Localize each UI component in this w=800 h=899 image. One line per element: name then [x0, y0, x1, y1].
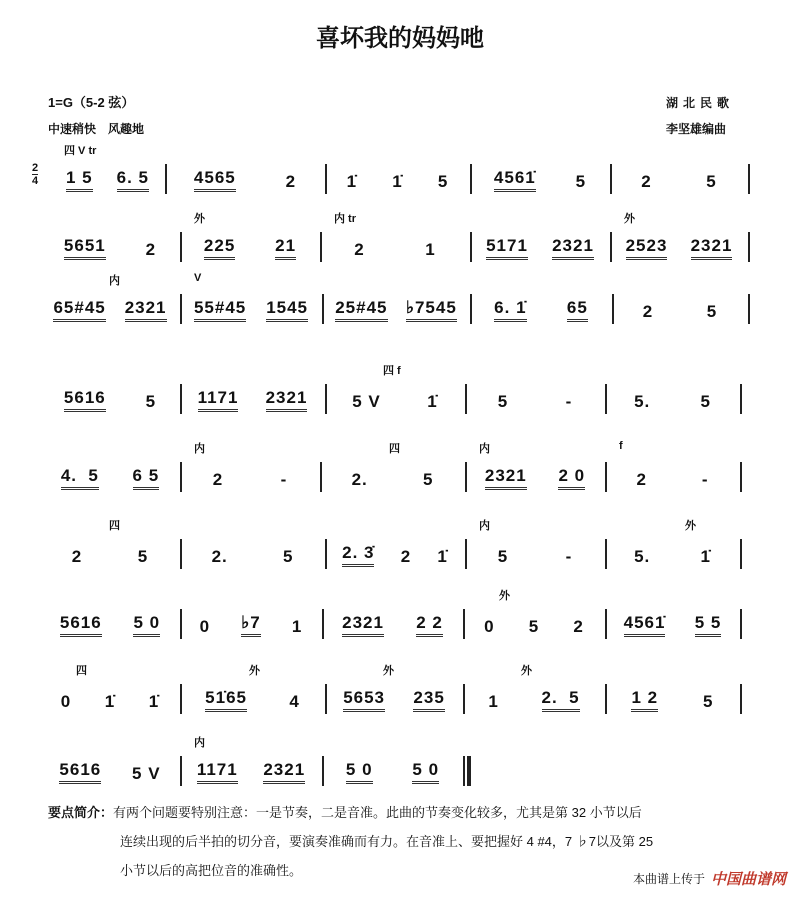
performance-mark: 四 f [339, 365, 401, 377]
note-group: ♭7 [241, 613, 260, 637]
measure [184, 732, 318, 792]
measure [326, 270, 466, 330]
note-group: 2321 [552, 236, 594, 260]
note-group: 1̇ [346, 172, 358, 191]
note-group: 2 [642, 302, 654, 321]
note-group: 5651 [64, 236, 106, 260]
measure [44, 585, 176, 645]
barline [180, 294, 182, 324]
note-group: 2321 [125, 298, 167, 322]
note-group: 55#45 [194, 298, 246, 322]
performance-mark: 四 [334, 443, 400, 455]
measure [329, 660, 459, 720]
note-group: 5653 [343, 688, 385, 712]
barline [180, 756, 182, 786]
barline [605, 462, 607, 492]
note-group: - [565, 392, 573, 411]
barline [470, 164, 472, 194]
note-group: 2 [636, 470, 647, 489]
barline [740, 462, 742, 492]
time-signature-top: 2 [32, 162, 39, 174]
time-signature [32, 162, 38, 187]
note-group: 2 [145, 240, 157, 259]
barline [180, 684, 182, 714]
tempo-marking: 中速稍快 风趣地 [48, 122, 145, 136]
measure [44, 515, 176, 575]
performance-mark: 外 [339, 665, 394, 677]
performance-mark: 内 [479, 520, 490, 532]
note-group: 1̇ [148, 692, 160, 711]
site-logo[interactable]: 中国曲谱网 [710, 871, 786, 888]
note-group: 225 [204, 236, 235, 260]
barline [470, 294, 472, 324]
measure [474, 270, 608, 330]
measure [614, 208, 744, 268]
arranger: 李坚雄编曲 [666, 122, 727, 136]
measure [326, 732, 459, 792]
notes-line-3: 小节以后的高把位音的准确性。 [120, 863, 303, 878]
measure [44, 360, 176, 420]
note-group: 5 [497, 392, 509, 411]
note-group: 5 [422, 470, 434, 489]
note-group: 1̇ [437, 547, 448, 566]
barline [465, 384, 467, 414]
note-group: 1 [488, 692, 499, 711]
performance-mark: 外 [477, 590, 510, 602]
note-group: 5 [703, 692, 714, 711]
barline [465, 539, 467, 569]
note-group: 2. 3̇ [342, 543, 374, 567]
note-group: 5616 [60, 613, 102, 637]
note-group: 5. [634, 392, 651, 411]
note-group: 6. 1̇ [494, 298, 526, 322]
note-group: - [701, 470, 709, 489]
measure [329, 140, 466, 200]
measure [44, 732, 176, 792]
performance-mark: 外 [194, 665, 260, 677]
measure [609, 360, 736, 420]
note-group: 5 V [132, 764, 161, 783]
barline [605, 539, 607, 569]
measure [614, 140, 744, 200]
performance-mark: 四 V tr [64, 145, 97, 157]
note-group: 2. [351, 470, 368, 489]
barline [610, 232, 612, 262]
barline [740, 384, 742, 414]
note-group: 4 [289, 692, 300, 711]
notes-label: 要点简介： [48, 805, 114, 820]
note-group: 4. 5 [61, 466, 99, 490]
measure [44, 208, 176, 268]
barline [740, 539, 742, 569]
note-group: 1 5 [66, 168, 93, 192]
note-group: 2 [400, 547, 412, 566]
note-group: 2 [641, 172, 652, 191]
note-group: 2523 [626, 236, 668, 260]
note-group: 2 [285, 172, 297, 191]
note-group: 4565 [194, 168, 236, 192]
note-group: 2 [71, 547, 83, 566]
measure [184, 515, 321, 575]
note-group: 5 [145, 392, 157, 411]
barline [325, 539, 327, 569]
barline [740, 609, 742, 639]
measure [324, 208, 466, 268]
measure [184, 585, 318, 645]
origin: 湖北民歌 [666, 96, 735, 110]
note-group: 5 [497, 547, 509, 566]
barline [180, 232, 182, 262]
note-group: 0 [199, 617, 211, 636]
note-group: 6 5 [133, 466, 160, 490]
note-group: 1171 [198, 388, 239, 412]
note-group: 0 [484, 617, 495, 636]
note-group: - [280, 470, 288, 489]
measure [329, 515, 461, 575]
note-group: 5 [282, 547, 294, 566]
notes-line-1: 有两个问题要特别注意：一是节奏，二是音准。此曲的节奏变化较多，尤其是第 32 小节以后 [113, 805, 642, 820]
measure [609, 515, 736, 575]
measure [44, 438, 176, 498]
barline [320, 232, 322, 262]
note-group: 5 [575, 172, 587, 191]
barline [748, 164, 750, 194]
measure [329, 360, 461, 420]
note-group: 2321 [691, 236, 733, 260]
measure [44, 660, 176, 720]
note-group: 5 0 [346, 760, 373, 784]
note-group: 5616 [59, 760, 101, 784]
note-group: 1 2 [631, 688, 658, 712]
barline [180, 462, 182, 492]
note-group: 1̇ [392, 172, 403, 191]
barline [180, 609, 182, 639]
note-group: - [565, 547, 573, 566]
measure [469, 360, 601, 420]
note-group: 2321 [263, 760, 305, 784]
note-group: 4561̇ [494, 168, 536, 192]
barline [463, 684, 465, 714]
measure [326, 585, 459, 645]
measure [324, 438, 461, 498]
performance-mark: 外 [624, 213, 635, 225]
note-group: 1̇ [104, 692, 116, 711]
barline [605, 384, 607, 414]
barline [320, 462, 322, 492]
barline [610, 164, 612, 194]
measure [184, 660, 321, 720]
note-group: 1 [425, 240, 436, 259]
footer [633, 868, 786, 889]
barline [612, 294, 614, 324]
measure [474, 140, 606, 200]
barline [740, 684, 742, 714]
note-group: 5 [528, 617, 540, 636]
final-barline [463, 756, 471, 786]
measure [44, 270, 176, 330]
barline [165, 164, 167, 194]
performance-mark: 内 [479, 443, 490, 455]
note-group: 2 [354, 240, 365, 259]
note-group: 65#45 [53, 298, 105, 322]
note-group: 5. [634, 547, 651, 566]
measure [54, 140, 161, 200]
note-group: 4561̇ [624, 613, 666, 637]
note-group: 2321 [342, 613, 384, 637]
note-group: 6. 5 [117, 168, 149, 192]
note-group: 5 [137, 547, 149, 566]
performance-mark: 内 [194, 443, 205, 455]
performance-mark: 四 [54, 520, 120, 532]
note-group: 5 V [352, 392, 381, 411]
measure [474, 208, 606, 268]
measure [184, 438, 316, 498]
barline [325, 164, 327, 194]
barline [605, 609, 607, 639]
note-group: 1545 [266, 298, 308, 322]
measure [184, 270, 318, 330]
note-group: 1171 [197, 760, 238, 784]
measure [184, 208, 316, 268]
note-group: 0 [60, 692, 72, 711]
performance-mark: 外 [619, 520, 696, 532]
note-group: 5171 [486, 236, 528, 260]
note-group: 65 [567, 298, 588, 322]
barline [322, 756, 324, 786]
barline [748, 294, 750, 324]
note-group: 2 [573, 617, 584, 636]
measure [469, 515, 601, 575]
barline [180, 539, 182, 569]
measure [467, 585, 601, 645]
barline [465, 462, 467, 492]
barline [463, 609, 465, 639]
measure [609, 438, 736, 498]
footer-text: 本曲谱上传于 [632, 872, 705, 886]
note-group: 2. [211, 547, 228, 566]
note-group: 2 2 [416, 613, 443, 637]
measure [616, 270, 744, 330]
note-group: 2 [212, 470, 224, 489]
page-title: 喜坏我的妈妈吔 [316, 23, 484, 52]
performance-mark: 内 [194, 737, 205, 749]
measure [469, 438, 601, 498]
performance-mark: 外 [194, 213, 205, 225]
time-signature-bottom: 4 [32, 175, 39, 187]
note-group: 1̇ [427, 392, 438, 411]
note-group: 5 [706, 302, 718, 321]
measure [184, 360, 321, 420]
note-group: 2 0 [558, 466, 585, 490]
performance-mark: f [619, 440, 623, 452]
note-group: 1 [291, 617, 303, 636]
note-group: 51̇65 [205, 688, 247, 712]
performance-mark: V [194, 272, 202, 284]
note-group: 5 [437, 172, 449, 191]
notes-line-2: 连续出现的后半拍的切分音，要演奏准确而有力。在音准上、要把握好 4 #4，7 ♭7以及第 25 [120, 834, 654, 849]
note-group: 21 [275, 236, 296, 260]
barline [325, 384, 327, 414]
note-group: 1̇ [700, 547, 711, 566]
barline [605, 684, 607, 714]
barline [325, 684, 327, 714]
barline [748, 232, 750, 262]
note-group: 5 [706, 172, 717, 191]
performance-mark: 外 [477, 665, 532, 677]
note-group: 2321 [266, 388, 308, 412]
note-group: 5 [700, 392, 711, 411]
performance-mark: 内 [54, 275, 120, 287]
note-group: 5 0 [412, 760, 439, 784]
performance-mark: 内 tr [334, 213, 356, 225]
barline [470, 232, 472, 262]
key-signature: 1=G（5-2 弦） [48, 95, 135, 110]
note-group: ♭7545 [406, 298, 457, 322]
note-group: 25#45 [335, 298, 387, 322]
barline [180, 384, 182, 414]
measure [467, 660, 601, 720]
note-group: 5 0 [133, 613, 160, 637]
measure [609, 660, 736, 720]
note-group: 5616 [64, 388, 106, 412]
barline [322, 294, 324, 324]
performance-mark: 四 [54, 665, 87, 677]
barline [322, 609, 324, 639]
note-group: 2. 5 [542, 688, 580, 712]
note-group: 5 5 [695, 613, 722, 637]
measure [609, 585, 736, 645]
measure [169, 140, 321, 200]
note-group: 235 [413, 688, 444, 712]
note-group: 2321 [485, 466, 527, 490]
